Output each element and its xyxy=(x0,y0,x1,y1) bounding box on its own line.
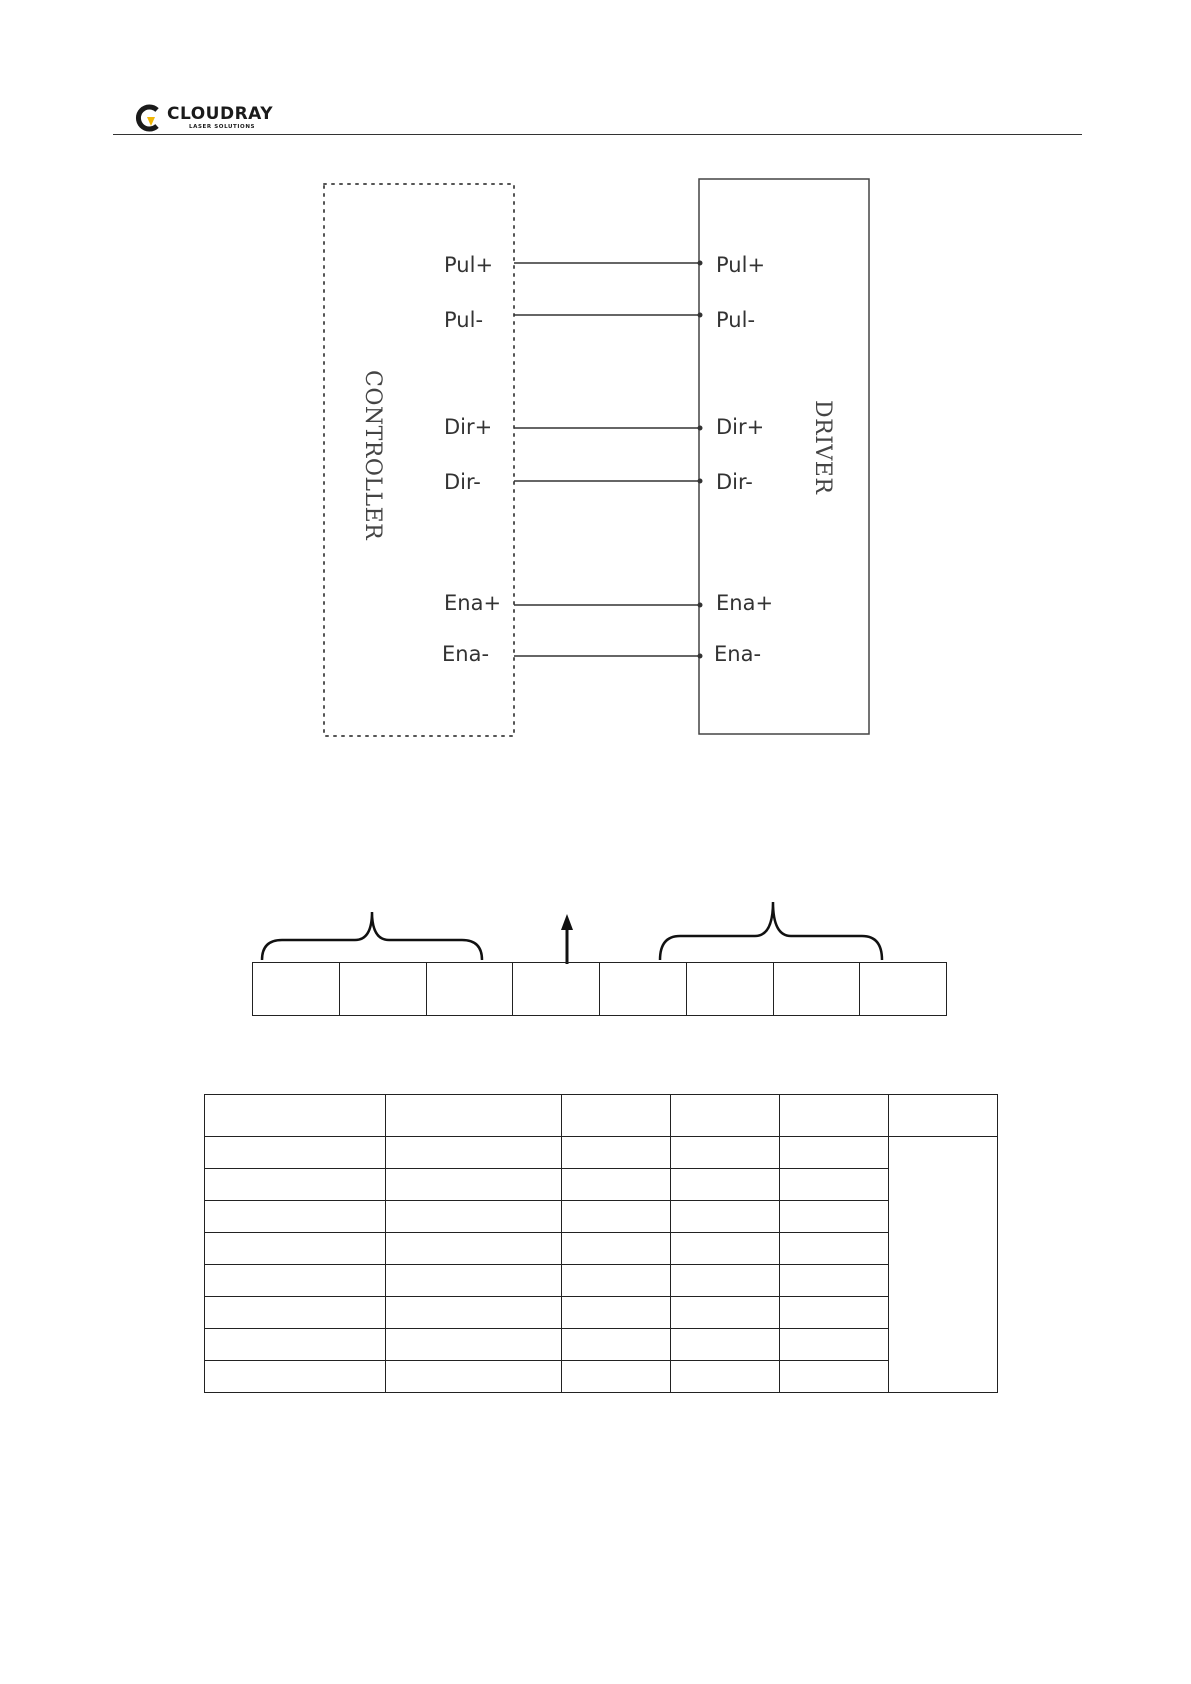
left-curly-brace xyxy=(262,912,482,960)
table-cell xyxy=(671,1137,780,1169)
table-cell xyxy=(386,1329,562,1361)
table-cell xyxy=(386,1201,562,1233)
table-cell xyxy=(386,1265,562,1297)
table-cell xyxy=(205,1265,386,1297)
table-header-cell xyxy=(671,1095,780,1137)
table-row xyxy=(205,1169,998,1201)
table-cell xyxy=(562,1361,671,1393)
table-cell xyxy=(205,1329,386,1361)
controller-pin-label: Ena- xyxy=(442,642,490,666)
table-cell xyxy=(780,1201,889,1233)
table-cell xyxy=(386,1361,562,1393)
table-header-cell xyxy=(205,1095,386,1137)
table-cell xyxy=(780,1233,889,1265)
table-cell xyxy=(205,1201,386,1233)
bit-cell xyxy=(340,962,427,1016)
logo-tagline: LASER SOLUTIONS xyxy=(189,123,256,130)
table-cell xyxy=(671,1265,780,1297)
table-cell xyxy=(205,1137,386,1169)
table-row xyxy=(205,1329,998,1361)
bit-cell xyxy=(860,962,947,1016)
controller-label: CONTROLLER xyxy=(360,370,385,541)
table-header-row xyxy=(205,1095,998,1137)
table-merged-cell xyxy=(889,1137,998,1393)
table-cell xyxy=(205,1233,386,1265)
table-cell xyxy=(671,1201,780,1233)
driver-pin-label: Dir- xyxy=(716,470,753,494)
controller-pin-label: Pul- xyxy=(444,308,484,332)
table-cell xyxy=(780,1265,889,1297)
table-cell xyxy=(780,1297,889,1329)
table-cell xyxy=(780,1137,889,1169)
table-cell xyxy=(205,1361,386,1393)
table-header-cell xyxy=(780,1095,889,1137)
table-cell xyxy=(671,1329,780,1361)
driver-pin-label: Pul- xyxy=(716,308,756,332)
table-header-cell xyxy=(889,1095,998,1137)
driver-pin-label: Ena+ xyxy=(716,591,774,615)
table-cell xyxy=(386,1297,562,1329)
controller-pin-label: Pul+ xyxy=(444,253,494,277)
table-row xyxy=(205,1201,998,1233)
table-cell xyxy=(671,1361,780,1393)
table-cell xyxy=(562,1329,671,1361)
table-cell xyxy=(671,1297,780,1329)
controller-pin-label: Dir- xyxy=(444,470,481,494)
table-cell xyxy=(386,1233,562,1265)
table-cell xyxy=(562,1297,671,1329)
table-cell xyxy=(562,1265,671,1297)
table-cell xyxy=(562,1169,671,1201)
bit-cell xyxy=(774,962,861,1016)
table-header-cell xyxy=(386,1095,562,1137)
table-cell xyxy=(386,1137,562,1169)
right-curly-brace xyxy=(660,902,882,960)
table-cell xyxy=(780,1361,889,1393)
driver-pin-label: Dir+ xyxy=(716,415,765,439)
table-cell xyxy=(562,1233,671,1265)
table-row xyxy=(205,1137,998,1169)
table-cell xyxy=(386,1169,562,1201)
table-row xyxy=(205,1297,998,1329)
logo-brand-text: CLOUDRAY xyxy=(167,103,273,124)
driver-pin-label: Ena- xyxy=(714,642,762,666)
bit-cell xyxy=(252,962,340,1016)
controller-pin-label: Ena+ xyxy=(444,591,502,615)
table-cell xyxy=(671,1233,780,1265)
table-row xyxy=(205,1233,998,1265)
controller-pin-label: Dir+ xyxy=(444,415,493,439)
bit-field-cells xyxy=(252,962,947,1016)
driver-pin-label: Pul+ xyxy=(716,253,766,277)
table-cell xyxy=(205,1297,386,1329)
bit-cell xyxy=(687,962,774,1016)
bit-cell xyxy=(427,962,514,1016)
table-cell xyxy=(671,1169,780,1201)
up-arrow-icon xyxy=(561,914,573,930)
bit-cell xyxy=(600,962,687,1016)
bit-cell xyxy=(513,962,600,1016)
table-cell xyxy=(780,1169,889,1201)
table-row xyxy=(205,1265,998,1297)
table-cell xyxy=(205,1169,386,1201)
table-cell xyxy=(562,1137,671,1169)
table-row xyxy=(205,1361,998,1393)
settings-table xyxy=(204,1094,998,1393)
table-cell xyxy=(562,1201,671,1233)
table-cell xyxy=(780,1329,889,1361)
driver-label: DRIVER xyxy=(810,400,835,495)
table-header-cell xyxy=(562,1095,671,1137)
